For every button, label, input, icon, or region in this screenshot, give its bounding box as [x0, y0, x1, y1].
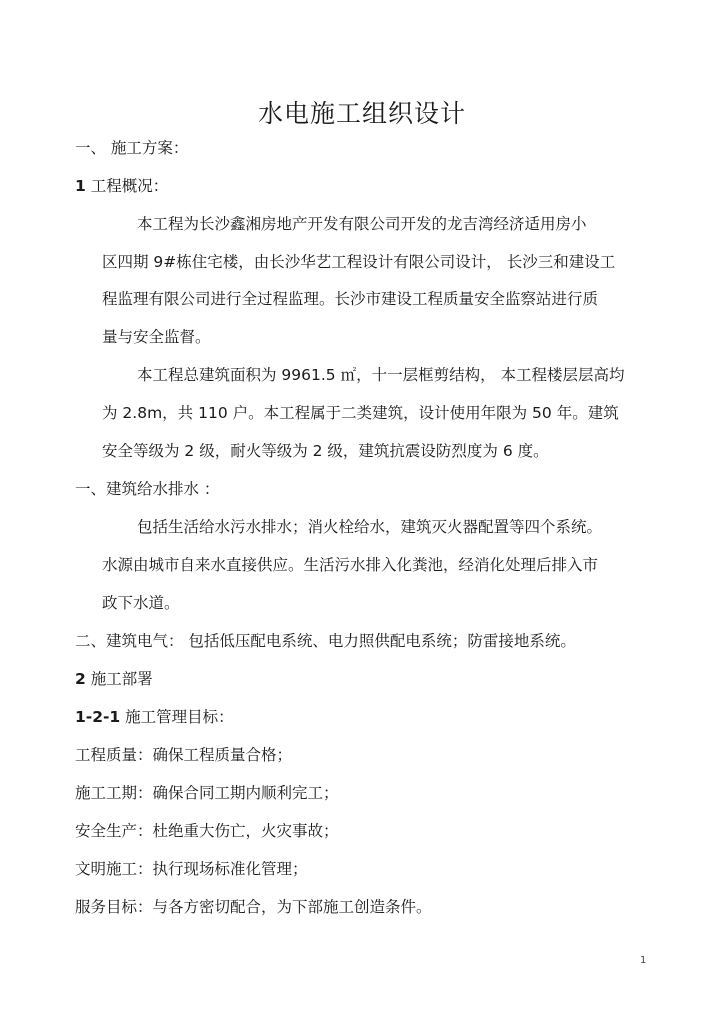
heading-electrical: 二、建筑电气： 包括低压配电系统、电力照供配电系统；防雷接地系统。 — [75, 632, 576, 650]
heading-text: 工程概况： — [90, 177, 169, 195]
document-title: 水电施工组织设计 — [257, 99, 466, 128]
paragraph-line: 政下水道。 — [102, 594, 180, 612]
goal-safety: 安全生产：杜绝重大伤亡，火灾事故； — [75, 822, 339, 840]
paragraph-line: 程监理有限公司进行全过程监理。长沙市建设工程质量安全监察站进行质 — [102, 290, 599, 308]
heading-water-supply: 一、建筑给水排水 ： — [75, 480, 220, 498]
paragraph-line: 安全等级为 2 级，耐火等级为 2 级，建筑抗震设防烈度为 6 度。 — [102, 442, 549, 460]
paragraph-line: 为 2.8m，共 110 户。本工程属于二类建筑，设计使用年限为 50 年。建筑 — [102, 404, 619, 422]
heading-construction-deployment — [75, 669, 153, 689]
heading-text: 施工部署 — [90, 670, 153, 688]
paragraph-line: 量与安全监督。 — [102, 328, 211, 346]
section-number: 1 — [75, 177, 86, 195]
goal-quality: 工程质量：确保工程质量合格； — [75, 746, 293, 764]
section-number: 1-2-1 — [75, 708, 121, 726]
paragraph-line: 本工程总建筑面积为 9961.5 ㎡，十一层框剪结构， 本工程楼层层高均 — [137, 366, 625, 384]
heading-text: 施工管理目标： — [125, 708, 234, 726]
goal-service: 服务目标：与各方密切配合，为下部施工创造条件。 — [75, 898, 432, 916]
paragraph-line: 区四期 9#栋住宅楼，由长沙华艺工程设计有限公司设计， 长沙三和建设工 — [102, 253, 616, 271]
heading-construction-plan — [75, 138, 188, 158]
paragraph-line: 本工程为长沙鑫湘房地产开发有限公司开发的龙吉湾经济适用房小 — [137, 215, 587, 233]
goal-schedule: 施工工期：确保合同工期内顺利完工； — [75, 784, 339, 802]
section-number: 2 — [75, 670, 86, 688]
heading-management-goals — [75, 707, 234, 727]
goal-civilized-construction: 文明施工：执行现场标准化管理； — [75, 860, 308, 878]
paragraph-line: 包括生活给水污水排水；消火栓给水，建筑灭火器配置等四个系统。 — [137, 518, 603, 536]
paragraph-line: 水源由城市自来水直接供应。生活污水排入化粪池，经消化处理后排入市 — [102, 556, 599, 574]
page-number: 1 — [640, 955, 647, 966]
heading-project-overview — [75, 176, 168, 196]
heading-text: 一、 施工方案： — [75, 139, 189, 157]
